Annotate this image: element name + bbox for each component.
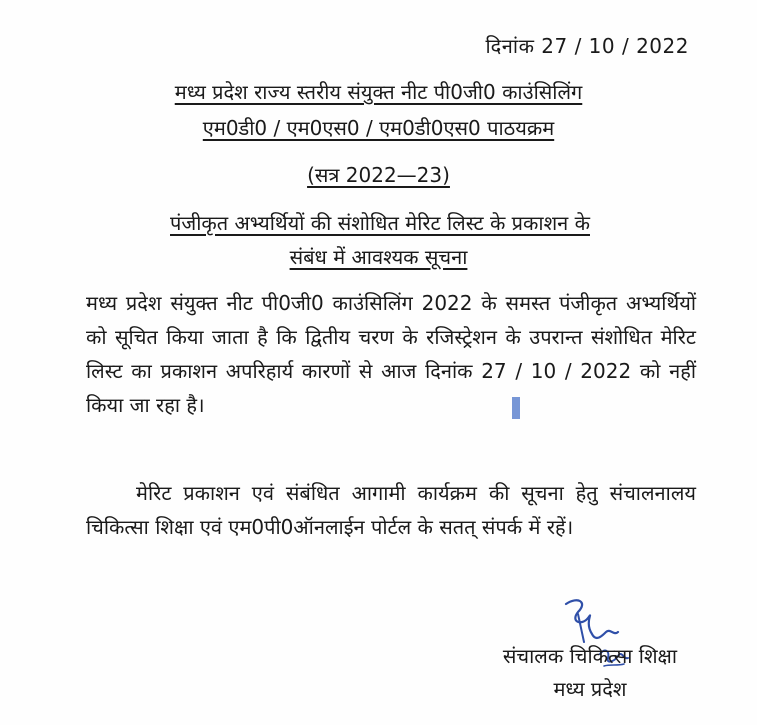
subject-line2: संबंध में आवश्यक सूचना: [289, 245, 468, 269]
heading-session: (सत्र 2022—23): [307, 163, 450, 187]
signatory-title: संचालक चिकित्सा शिक्षा: [502, 644, 678, 668]
heading-title-line1: मध्य प्रदेश राज्य स्तरीय संयुक्त नीट पी0जी0 काउंसिलिंग: [174, 80, 583, 104]
signature-block: [460, 640, 720, 706]
signatory-state: मध्य प्रदेश: [553, 677, 627, 701]
ink-highlight-mark: [512, 397, 520, 419]
heading-title-line2: एम0डी0 / एम0एस0 / एम0डी0एस0 पाठयक्रम: [202, 116, 555, 140]
notice-date: दिनांक 27 / 10 / 2022: [485, 34, 689, 58]
subject-line1: पंजीकृत अभ्यर्थियों की संशोधित मेरिट लिस्ट के प्रकाशन के: [170, 211, 590, 235]
notice-paragraph-2: मेरिट प्रकाशन एवं संबंधित आगामी कार्यक्रम की सूचना हेतु संचालनालय चिकित्सा शिक्षा एवं एम0पी0ऑनलाईन पोर्टल के सतत् संपर्क में रहें।: [86, 481, 696, 539]
notice-paragraph-1: मध्य प्रदेश संयुक्त नीट पी0जी0 काउंसिलिंग 2022 के समस्त पंजीकृत अभ्यर्थियों को सूचित किया जाता है कि द्वितीय चरण के रजिस्ट्रेशन के उपरान्त संशोधित मेरिट लिस्ट का प्रकाशन अपरिहार्य कारणों से आज दिनांक 27 / 10 / 2022 को नहीं किया जा रहा है।: [86, 291, 696, 417]
